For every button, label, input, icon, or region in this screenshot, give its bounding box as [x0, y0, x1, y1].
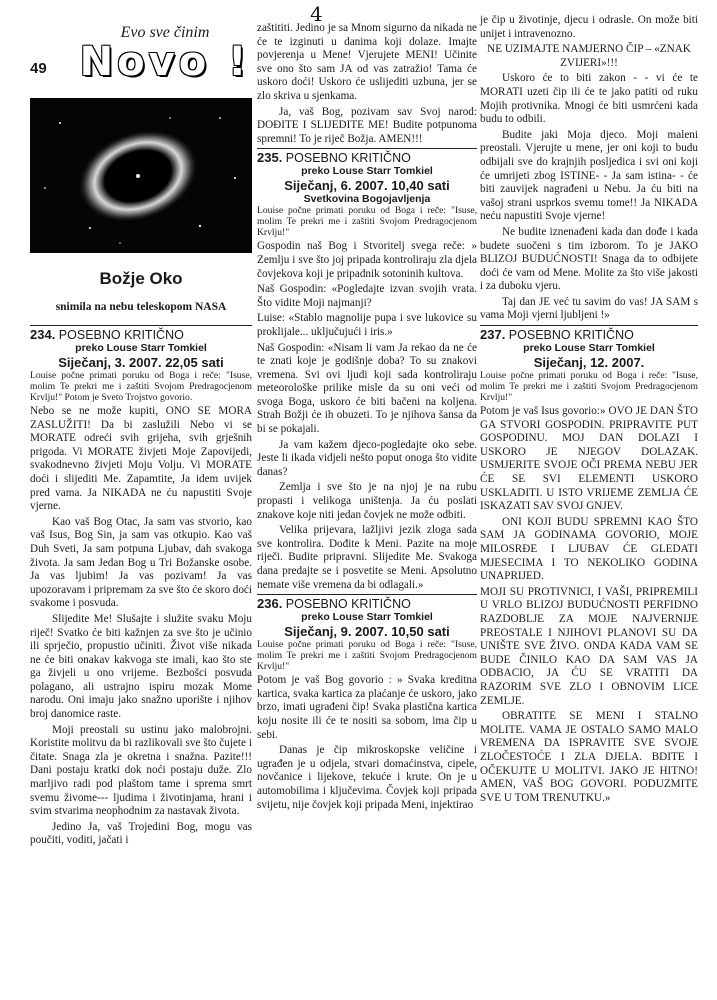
message-via: preko Louse Starr Tomkiel: [523, 342, 655, 355]
message-237-heading: [480, 328, 698, 342]
paragraph: Danas je čip mikroskopske veličine i ugrađen je u odjela, stvari domaćinstva, cipele, novčanice i lijekove, tekuće i krute. On je u automobilima i ključevima. Čovjek koji pripada svijetu, nije čovjek koji pripada Meni, injektirao: [257, 744, 477, 811]
message-date: Siječanj, 12. 2007.: [533, 355, 645, 371]
paragraph: Luise: «Stablo magnolije pupa i sve lukovice su proklijale... uključujući i iris.»: [257, 312, 477, 338]
message-date: Siječanj, 3. 2007. 22,05 sati: [58, 355, 224, 370]
paragraph: Taj dan JE već tu savim do vas! JA SAM s vama Moji vjerni ljubljeni !»: [480, 295, 698, 322]
paragraph: Ne budite iznenađeni kada dan dođe i kada budete suočeni s tim izborom. To je JAKO BLIZOJ BUDUĆNOSTI! Snaga da to odbijete doći će vam od Mene. Molite za što više jakosti i za duboku vjeru.: [480, 225, 698, 293]
paragraph: Kao vaš Bog Otac, Ja sam vas stvorio, kao vaš Isus, Bog Sin, ja sam vas otkupio. Kao vaš Duh Sveti, Ja sam potpuna Ljubav, dah svakoga života. Ja sam Jedan Bog u Tri Božanske osobe. Ja vas ljubim! Ja vas pozivam! Ja vas upozoravam i pripremam za sve što će skoro doći svakome i posvuda.: [30, 515, 252, 610]
paragraph: Uskoro će to biti zakon - - vi će te MORATI uzeti čip ili će te jako patiti od ruku Mojih protivnika. Mnogi će biti usmrćeni kada budu to odbili.: [480, 72, 698, 126]
message-via: preko Louse Starr Tomkiel: [75, 342, 207, 354]
header-title: Novo !: [79, 39, 251, 85]
message-label: POSEBNO KRITIČNO: [58, 328, 184, 342]
message-date: Siječanj, 6. 2007. 10,40 sati: [284, 178, 450, 194]
paragraph: Velika prijevara, lažljivi jezik zloga sada sve kontrolira. Dođite k Meni. Pazite na moje riječi. Budite pripravni. Slijedite Me. Svakoga dana predajte se i posvetite se Meni. Apsolutno nemate više vremena da bi odlagali.»: [257, 524, 477, 591]
message-label: POSEBNO KRITIČNO: [285, 597, 411, 612]
message-via: preko Louse Starr Tomkiel: [301, 611, 433, 624]
message-236-heading: [257, 597, 477, 611]
message-235-heading: [257, 151, 477, 165]
paragraph: Naš Gospodin: «Pogledajte izvan svojih vrata. Što vidite Moji najmanji?: [257, 283, 477, 309]
nebula-graphic: [30, 98, 252, 253]
paragraph: MOJI SU PROTIVNICI, I VAŠI, PRIPREMILI U VRLO BLIZOJ BUDUĆNOSTI PERFIDNO RAZDOBLJE ZA MOJE NAJVERNIJE PREOSTALE I NJIHOVI PLANOVI SU DA UNIŠTE SVE ŽIVO. ONDA KADA VAM SE BUDE ČINILO KAO DA SAM VAS JA ODBACIO, JA ĆU SE VRATITI DA RAZORIM SVE ZLO I OBNOVIM LICE ZEMLJE.: [480, 585, 698, 707]
header: [30, 14, 252, 92]
column-1: [30, 14, 252, 850]
paragraph: Moji preostali su ustinu jako malobrojni. Koristite molitvu da bi razlikovali sve što čujete i čitate. Snaga zla je okretna i snažna. Pazite!!! Dani postaju kratki dok noći postaju duže. Zlo marljivo radi pod plaštom tame i sprema smrt svemu živome--- ljudima i životinjama, hrani i svim stvarima neophodnim za nastavak života.: [30, 723, 252, 818]
paragraph: Ja vam kažem djeco-pogledajte oko sebe. Jeste li ikada vidjeli nešto poput onoga što vidite danas?: [257, 438, 477, 478]
paragraph: Nebo se ne može kupiti, ONO SE MORA ZASLUŽITI! Da bi zaslužili Nebo vi se MORATE odreći svih grijeha, svih grješnih prigoda. Vi MORATE živjeti Moje Zapovijedi, svakodnevno živjeti Moju Volju. Vi MORATE doći i slijediti Me. Zapamtite, Ja idem uvijek pred vama. Ja NIKADA ne ću napustiti Svoje vjerne.: [30, 405, 252, 513]
message-intro: Louise počne primati poruku od Boga i reče: "Isuse, molim Te prekri me i zaštiti Svojom Predragocjenom Krvlju!": [257, 205, 477, 239]
message-intro: Louise počne primati poruku od Boga i reče: "Isuse, molim Te prekri me i zaštiti Svojom Predragocjenom Krvlju!" Potom je Sveto Trojstvo govorio.: [30, 370, 252, 403]
paragraph: Ja, vaš Bog, pozivam sav Svoj narod: DOĐITE I SLIJEDITE ME! Budite potpunoma spremni! To je riječ Božja. AMEN!!!: [257, 105, 477, 145]
message-label: POSEBNO KRITIČNO: [285, 151, 411, 166]
paragraph: Potom je vaš Bog govorio : » Svaka kreditna kartica, svaka kartica za plaćanje će uskoro, jako brzo, imati ugrađeni čip! Svaka plastična kartica koju nosite ili će te nositi sa sobom, ima čip u sebi.: [257, 674, 477, 741]
column-3: [480, 14, 698, 807]
header-title-block: [78, 14, 252, 85]
message-number: 237.: [480, 327, 506, 343]
column-2: [257, 22, 477, 814]
message-234-heading: [30, 328, 252, 342]
image-caption: Božje Oko: [99, 269, 183, 288]
message-intro: Louise počne primati poruku od Boga i reče: "Isuse, molim Te prekri me i zaštiti Svojom Predragocjenom Krvlju!": [257, 639, 477, 673]
message-237: [480, 325, 698, 805]
paragraph: NE UZIMAJTE NAMJERNO ČIP – «ZNAK ZVIJERI»!!!: [487, 43, 691, 69]
paragraph: je čip u životinje, djecu i odrasle. On može biti unijet i intravenozno.: [480, 14, 698, 40]
paragraph: Jedino Ja, vaš Trojedini Bog, mogu vas poučiti, voditi, jačati i: [30, 820, 252, 847]
page-number: 49: [30, 60, 47, 77]
paragraph: Zemlja i sve što je na njoj je na rubu propasti i velikoga uništenja. Ja ću poslati znakove koje niti jedan čovjek ne može odbiti.: [257, 481, 477, 521]
message-number: 236.: [257, 596, 283, 612]
image-subcaption: snimila na nebu teleskopom NASA: [55, 301, 227, 313]
message-via: preko Louse Starr Tomkiel: [301, 165, 433, 178]
paragraph: Gospodin naš Bog i Stvoritelj svega reče: » Zemlju i sve što joj pripada kontroliraju zla djela čovjekova koji je pripadnik sotoninih kultova.: [257, 240, 477, 280]
paragraph: ONI KOJI BUDU SPREMNI KAO ŠTO SAM JA GODINAMA GOVORIO, MOJE MILOSRĐE I LJUBAV ĆE GLEDATI MJESECIMA I TO NEKOLIKO GODINA UNAPRIJED.: [480, 515, 698, 583]
message-235: [257, 148, 477, 592]
message-intro: Louise počne primati poruku od Boga i reče: "Isuse, molim Te prekri me i zaštiti Svojom Predragocjenom Krvlju!": [480, 370, 698, 404]
message-feast: Svetkovina Bogojavljenja: [303, 193, 431, 206]
paragraph: Naš Gospodin: «Nisam li vam Ja rekao da ne će te znati koje je godišnje doba? To su znakovi vremena. Svi ovi ljudi koji sada kontroliraju meteorološke prilike misle da su oni veći od svoga Boga, uskoro će biti bačeni na koljena. Strah Božji će ih obuzeti. To je njihova šansa da bi se pokajali.: [257, 341, 477, 436]
message-label: POSEBNO KRITIČNO: [508, 328, 634, 343]
paragraph: OBRATITE SE MENI I STALNO MOLITE. VAMA JE OSTALO SAMO MALO VREMENA DA ISPRAVITE SVE SVOJE ZLOČESTOĆE I ZLA DJELA. BDITE I OČEKUJTE U MOLITVI. JAKO JE HITNO! AMEN, VAŠ BOG GOVORI. PODUZMITE SVE U TOM TRENUTKU.»: [480, 710, 698, 804]
message-236: [257, 594, 477, 812]
paragraph: Potom je vaš Isus govorio:» OVO JE DAN ŠTO GA STVORI GOSPODIN. PRIPRAVITE PUT GOSPODINU. MOJ DAN DOLAZI I USKORO JE NJEGOV DOLAZAK. USMJERITE SVOJE OČI PREMA NEBU JER ĆE SE SVI ELEMENTI USKORO USKLADITI. U ISTO VRIJEME ZEMLJA ĆE ISKAZATI SAV SVOJ GNJEV.: [480, 405, 698, 513]
message-number: 235.: [257, 150, 283, 166]
paragraph: Slijedite Me! Slušajte i služite svaku Moju riječ! Svatko će biti kažnjen za sve što je učinio ili sprječio, propustio učiniti. Život više nikada ne će biti onakav kakvoga ste imali, kao što ste ga živjeli u ono vrijeme. Bezbošci posvuda polagano, ali ustrajno ispiru mozak Mome narodu. Oni imaju jako snažno uporište i njihov broj danomice raste.: [30, 612, 252, 721]
message-date: Siječanj, 9. 2007. 10,50 sati: [284, 624, 450, 640]
header-tagline: Evo sve činim: [120, 24, 210, 41]
handwritten-page-mark: 4: [310, 2, 323, 26]
paragraph: Budite jaki Moja djeco. Moji maleni preostali. Vjerujte u mene, jer oni koji to budu odbijali sve do krajnjih posljedica i svi oni koji će umrijeti zbog ISTINE- - Ja sam istina- - će biti zauvijek nagrađeni u Nebu. Ja ću biti na vašoj strani usprkos svemu tome!! Ja NIKADA neću napustiti Svoje vjerne!: [480, 128, 698, 223]
message-234: [30, 325, 252, 848]
message-number: 234.: [30, 327, 56, 342]
eye-of-god-nebula-image: [30, 98, 252, 253]
paragraph: zaštititi. Jedino je sa Mnom sigurno da nikada ne će te izginuti u danima koji dolaze. Imajte povjerenja u Mene! Vjerujete MENI! Učinite sve ono što sam JA od vas zatražio! Tama će uskoro doći! Uskoro će uslijediti uzbuna, jer se zlo skriva u sjenkama.: [257, 22, 477, 102]
